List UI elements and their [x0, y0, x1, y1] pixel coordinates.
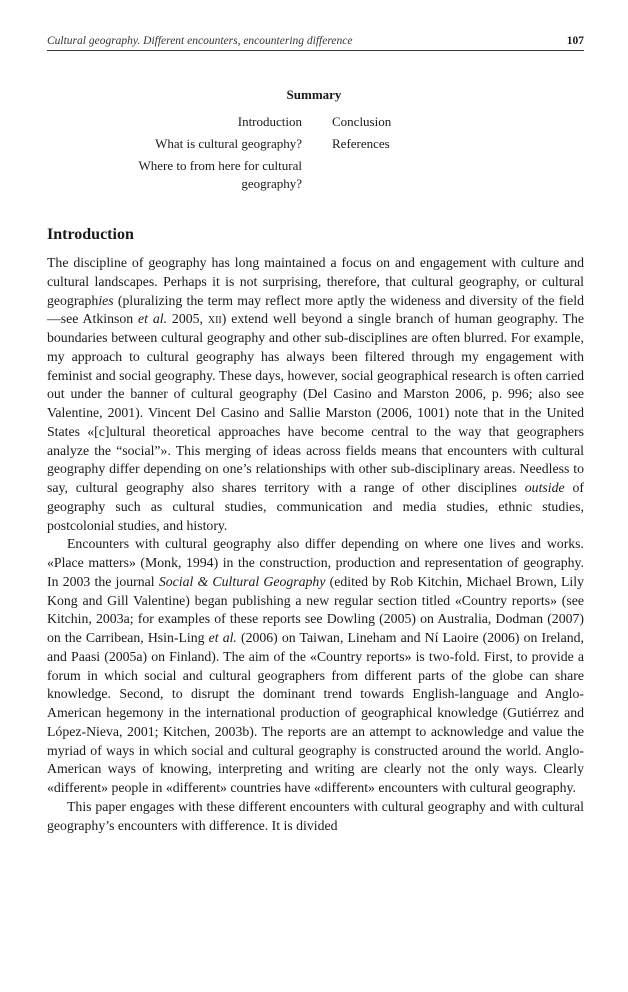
- paragraph: [47, 535, 584, 798]
- text-run: The discipline of geography has long maintained a focus on and engagement with culture and cultural landscapes. Perhaps it is not surprising, therefore, that cultural geography, or cultural geograph: [47, 255, 584, 308]
- small-caps-run: xii: [207, 311, 222, 327]
- text-run: (pluralizing the term may reflect more aptly the wideness and diversity of the field —see Atkinson: [47, 292, 584, 327]
- paragraph: [47, 254, 584, 535]
- text-run: ) extend well beyond a single branch of human geography. The boundaries between cultural geography and other sub-disciplines are often blurred. For example, my approach to cultural geography has always been filtered through my engagement with feminist and social geography. These days, however, social geographical research is often carried out under the banner of cultural geography (Del Casino and Marston 2006, p. 996; also see Valentine, 2001). Vincent Del Casino and Sallie Marston (2006, 1001) note that in the United States «[c]ultural theoretical approaches have become central to the way that geographers analyze the “social”». This merging of ideas across fields means that encounters with cultural geography differ depending on one’s relationships with other sub-disciplinary areas. Needless to say, cultural geography also shares territory with a range of other disciplines: [47, 311, 584, 495]
- body-text: [47, 254, 584, 835]
- summary-right-column: [332, 113, 532, 157]
- italic-run: et al.: [208, 630, 237, 645]
- summary-heading: Summary: [286, 87, 342, 102]
- italic-run: outside: [524, 480, 565, 495]
- summary-item: Introduction: [237, 114, 302, 129]
- text-run: (2006) on Taiwan, Lineham and Ní Laoire (2006) on Ireland, and Paasi (2005a) on Finland). The aim of the «Country reports» is two-fold. First, to provide a forum in which social and cultural geographers from different parts of the globe can share knowledge. Second, to disrupt the dominant trend towards English-language and Anglo-American hegemony in the international production of geographical knowledge (Gutiérrez and López-Nieva, 2001; Kitchen, 2003b). The reports are an attempt to acknowledge and value the myriad of ways in which social and cultural geography is constructed around the world. Anglo-American ways of knowing, interpreting and writing are clearly not the only ways. Clearly «different» people in «different» countries have «different» encounters with cultural geography.: [47, 630, 584, 795]
- italic-run: ies: [98, 292, 114, 308]
- text-run: This paper engages with these different encounters with cultural geography and with cultural geography’s encounters with difference. It is divided: [47, 798, 584, 833]
- italic-run: Social & Cultural Geography: [158, 573, 326, 589]
- running-header: [47, 34, 584, 51]
- summary-item: Conclusion: [332, 114, 392, 129]
- text-run: Encounters with cultural geography also differ depending on where one lives and works. «Place matters» (Monk, 1994) in the construction, production and representation of geography. In 2003 the journal: [47, 536, 584, 589]
- summary-item: Where to from here for cultural geography?: [138, 158, 302, 191]
- section-heading: Introduction: [47, 226, 134, 243]
- summary-item: References: [332, 136, 390, 151]
- italic-run: et al.: [138, 311, 168, 327]
- page-number: 107: [566, 35, 584, 47]
- summary-item: What is cultural geography?: [155, 136, 302, 151]
- running-title: Cultural geography. Different encounters, encountering difference: [47, 35, 353, 47]
- summary-left-column: [90, 113, 302, 197]
- text-run: (edited by Rob Kitchin, Michael Brown, Lily Kong and Gill Valentine) began publishing a new regular section titled «Country reports» (see Kitchin, 2003a; for examples of these reports see Dowling (2005) on Australia, Dodman (2007) on the Carribean, Hsin-Ling: [47, 573, 584, 645]
- text-run: 2005,: [167, 311, 208, 327]
- paragraph: [47, 798, 584, 836]
- text-run: of geography such as cultural studies, communication and media studies, ethnic studies, postcolonial studies, and history.: [47, 480, 584, 533]
